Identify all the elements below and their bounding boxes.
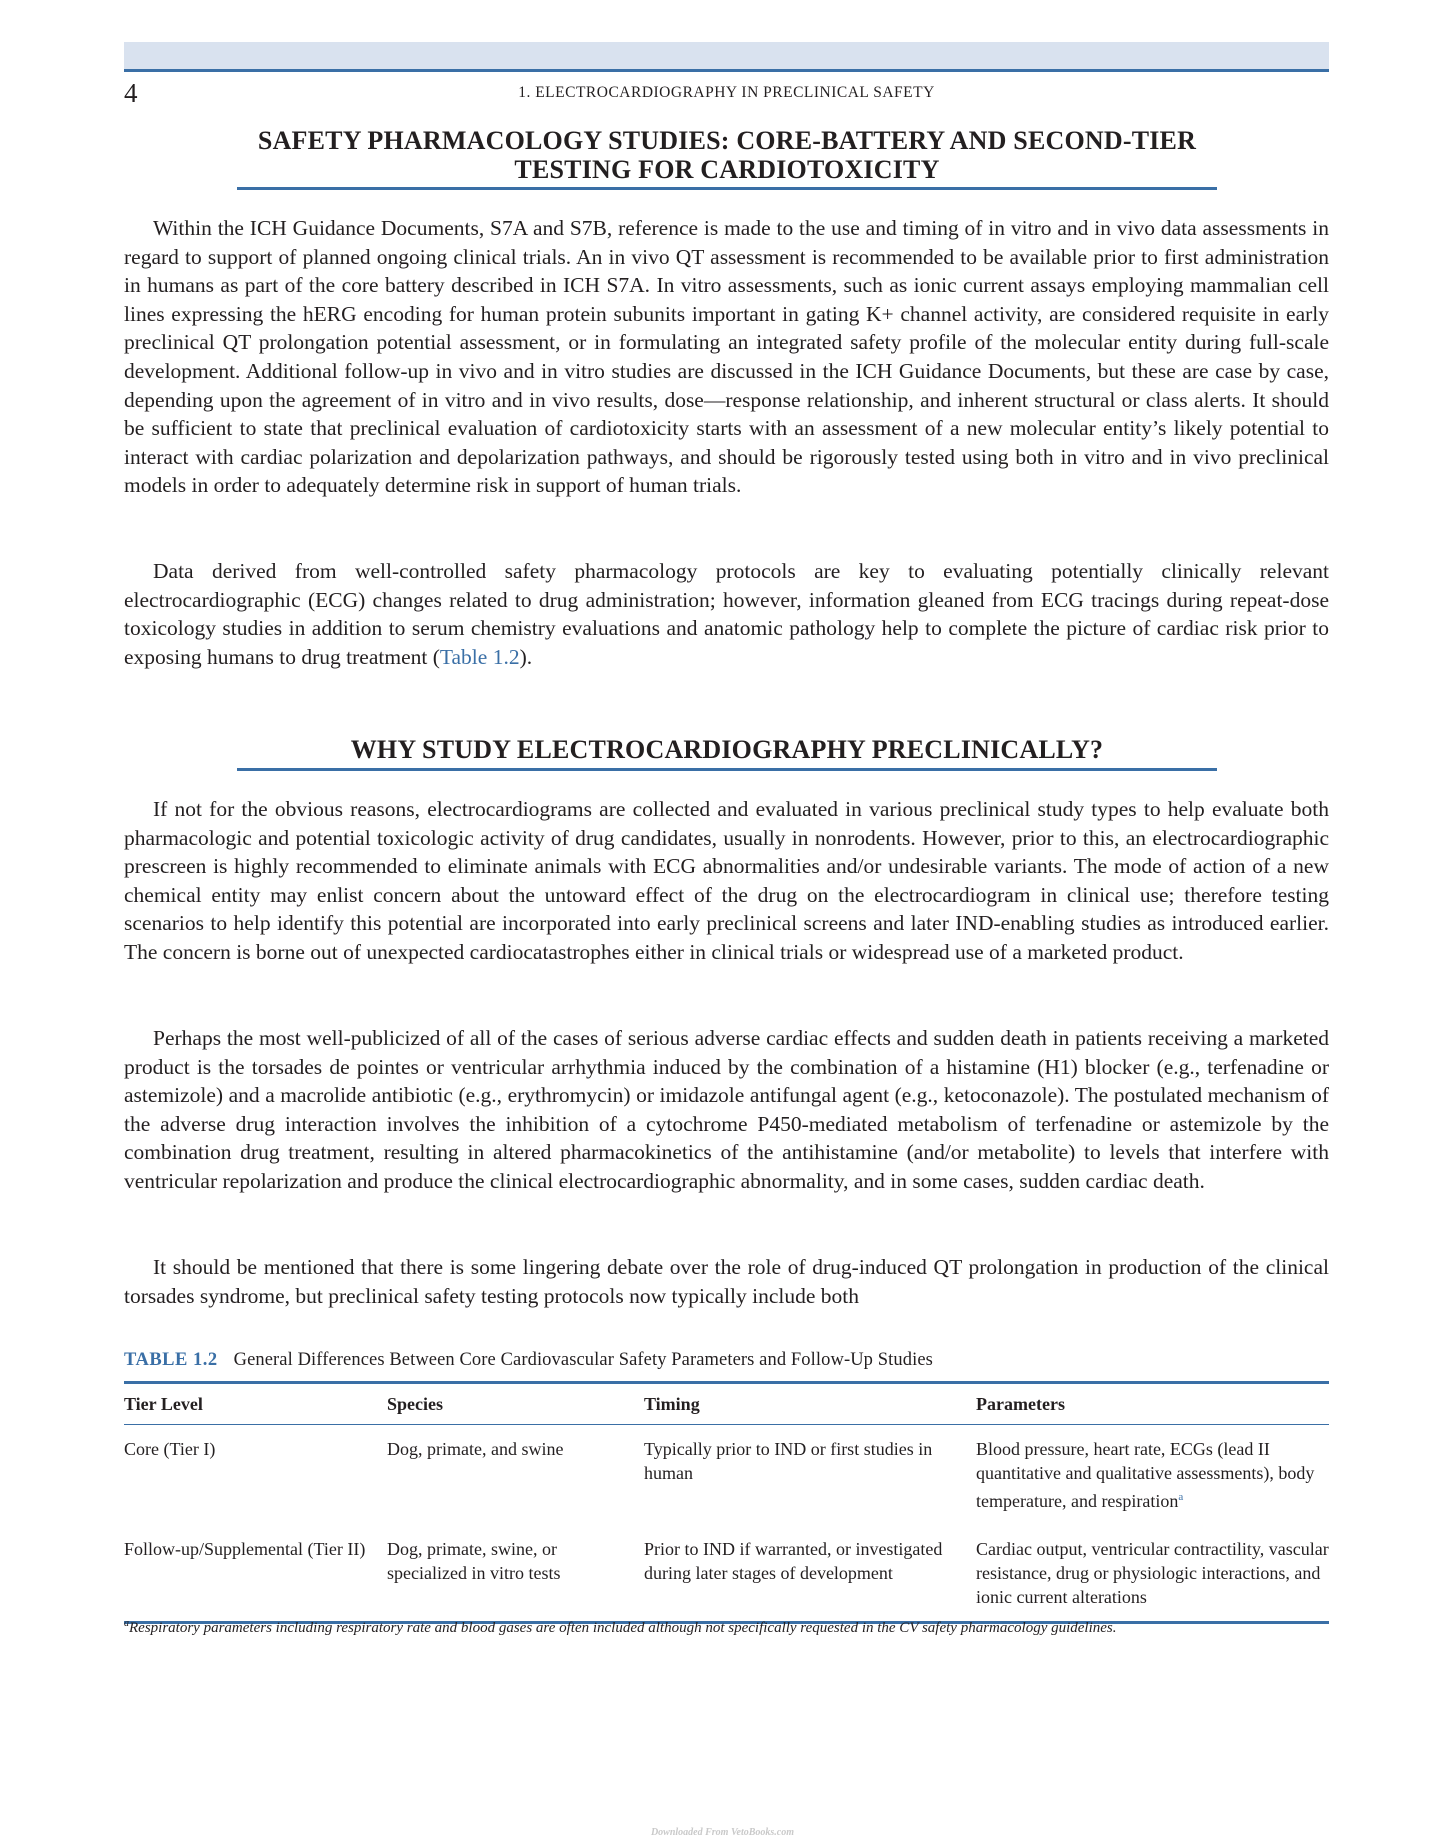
cell-timing: Prior to IND if warranted, or investigated during later stages of development <box>644 1539 943 1583</box>
running-head: 1. ELECTROCARDIOGRAPHY IN PRECLINICAL SAFETY <box>518 84 935 101</box>
cell-species: Dog, primate, and swine <box>387 1439 564 1459</box>
table-label: TABLE 1.2 <box>124 1350 218 1370</box>
paragraph-obvious-reasons: If not for the obvious reasons, electrocardiograms are collected and evaluated in various preclinical study types to help evaluate both pharmacologic and potential toxicologic activity of drug candidates, usually in nonrodents. However, prior to this, an electrocardiographic prescreen is highly recommended to eliminate animals with ECG abnormalities and/or undesirable variants. The mode of action of a new chemical entity may enlist concern about the untoward effect of the drug on the electrocardiogram in clinical use; therefore testing scenarios to help identify this potential are incorporated into early preclinical screens and later IND-enabling studies as introduced earlier. The concern is borne out of unexpected cardiocatastrophes either in clinical trials or widespread use of a marketed product. <box>124 797 1329 964</box>
table-title: General Differences Between Core Cardiovascular Safety Parameters and Follow-Up Studies <box>233 1350 933 1370</box>
header-band <box>124 42 1329 69</box>
footnote-reference: a <box>1178 1491 1184 1503</box>
paragraph-ich-guidance: Within the ICH Guidance Documents, S7A and S7B, reference is made to the use and timing of in vitro and in vivo data assessments in regard to support of planned ongoing clinical trials. An in vivo QT assessment is recommended to be available prior to first administration in humans as part of the core battery described in ICH S7A. In vitro assessments, such as ionic current assays employing mammalian cell lines expressing the hERG encoding for human protein subunits important in gating K+ channel activity, are considered requisite in early preclinical QT prolongation potential assessment, or in formulating an integrated safety profile of the molecular entity during full-scale development. Additional follow-up in vivo and in vitro studies are discussed in the ICH Guidance Documents, but these are case by case, depending upon the agreement of in vitro and in vivo results, dose—response relationship, and inherent structural or class alerts. It should be sufficient to state that preclinical evaluation of cardiotoxicity starts with an assessment of a new molecular entity’s likely potential to interact with cardiac polarization and depolarization pathways, and should be rigorously tested using both in vitro and in vivo preclinical models in order to adequately determine risk in support of human trials. <box>124 216 1329 498</box>
header-rule <box>124 69 1329 72</box>
section-heading-rule <box>237 187 1217 190</box>
paragraph-well-publicized: Perhaps the most well-publicized of all of the cases of serious adverse cardiac effects and sudden death in patients receiving a marketed product is the torsades de pointes or ventricular arrhythmia induced by the combination of a histamine (H1) blocker (e.g., terfenadine or astemizole) and a macrolide antibiotic (e.g., erythromycin) or imidazole antifungal agent (e.g., ketoconazole). The postulated mechanism of the adverse drug interaction involves the inhibition of a cytochrome P450-mediated metabolism of terfenadine or astemizole by the combination drug treatment, resulting in altered pharmacokinetics of the antihistamine (and/or metabolite) to levels that interfere with ventricular repolarization and produce the clinical electrocardiographic abnormality, and in some cases, sudden cardiac death. <box>124 1026 1329 1193</box>
column-header-timing: Timing <box>644 1394 700 1414</box>
section-heading-line1: SAFETY PHARMACOLOGY STUDIES: CORE-BATTERY AND SECOND-TIER <box>257 126 1197 155</box>
cell-timing: Typically prior to IND or first studies in human <box>644 1439 933 1483</box>
cell-tier: Core (Tier I) <box>124 1439 216 1459</box>
footnote-mark: a <box>124 1618 129 1629</box>
cell-tier: Follow-up/Supplemental (Tier II) <box>124 1539 366 1559</box>
table-1-2-link[interactable]: Table 1.2 <box>439 644 520 669</box>
cell-parameters <box>976 1425 1329 1526</box>
column-header-tier-level: Tier Level <box>124 1394 203 1414</box>
section-heading-why-study: WHY STUDY ELECTROCARDIOGRAPHY PRECLINICALLY? <box>350 735 1104 764</box>
table-header-row <box>124 1383 1329 1425</box>
data-table <box>124 1381 1329 1624</box>
download-watermark: Downloaded From VetoBooks.com <box>650 1827 795 1838</box>
page-number: 4 <box>124 78 138 108</box>
section-heading-line2: TESTING FOR CARDIOTOXICITY <box>514 155 940 184</box>
column-header-parameters: Parameters <box>976 1394 1065 1414</box>
paragraph-data-derived <box>124 557 1329 671</box>
paragraph-lingering-debate: It should be mentioned that there is some lingering debate over the role of drug-induced QT prolongation in production of the clinical torsades syndrome, but preclinical safety testing protocols now typically include both <box>124 1255 1329 1308</box>
table-row <box>124 1525 1329 1623</box>
cell-parameters: Cardiac output, ventricular contractility, vascular resistance, drug or physiologic interactions, and ionic current alterations <box>976 1539 1329 1607</box>
footnote-text: Respiratory parameters including respiratory rate and blood gases are often included although not specifically requested in the CV safety pharmacology guidelines. <box>129 1620 1117 1636</box>
section-heading-safety-pharmacology <box>237 126 1217 184</box>
paragraph-text-end: ). <box>519 644 533 669</box>
table-footnote <box>124 1614 1329 1638</box>
table-caption <box>124 1348 1329 1372</box>
paragraph-text: Data derived from well-controlled safety pharmacology protocols are key to evaluating potentially clinically relevant electrocardiographic (ECG) changes related to drug administration; however, information gleaned from ECG tracings during repeat-dose toxicology studies in addition to serum chemistry evaluations and anatomic pathology help to complete the picture of cardiac risk prior to exposing humans to drug treatment ( <box>124 559 1329 669</box>
section-heading-rule <box>237 768 1217 771</box>
table-row <box>124 1425 1329 1526</box>
cell-parameters-text: Blood pressure, heart rate, ECGs (lead II quantitative and qualitative assessments), body temperature, and respiration <box>976 1439 1315 1511</box>
column-header-species: Species <box>387 1394 443 1414</box>
cell-species: Dog, primate, swine, or specialized in vitro tests <box>387 1539 561 1583</box>
